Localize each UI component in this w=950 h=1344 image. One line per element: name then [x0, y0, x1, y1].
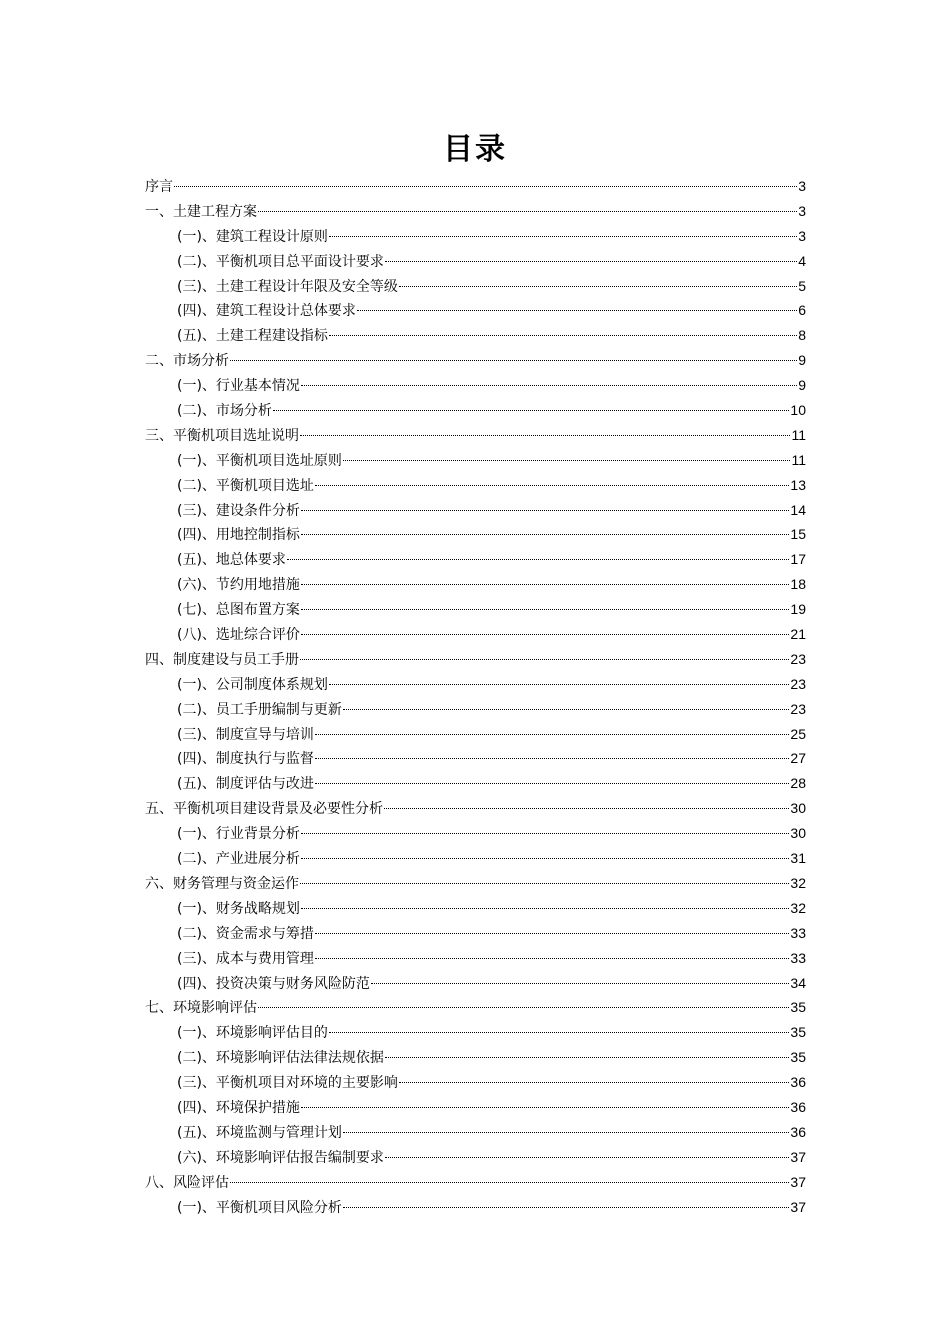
toc-entry-chapter[interactable]: [145, 199, 806, 224]
toc-page-number: 3: [798, 227, 806, 244]
toc-entry-chapter[interactable]: [145, 871, 806, 896]
toc-dot-leader: [315, 933, 789, 934]
toc-entry-section[interactable]: [145, 896, 806, 921]
toc-dot-leader: [343, 709, 789, 710]
toc-entry-title: (四)、环境保护措施: [177, 1099, 300, 1116]
toc-entry-section[interactable]: [145, 1145, 806, 1170]
toc-page-number: 10: [790, 402, 806, 419]
toc-page-number: 27: [790, 750, 806, 767]
toc-dot-leader: [384, 808, 789, 809]
toc-entry-chapter[interactable]: [145, 647, 806, 672]
toc-entry-title: (一)、行业基本情况: [177, 378, 300, 395]
toc-entry-title: (三)、制度宣导与培训: [177, 726, 314, 743]
toc-entry-section[interactable]: [145, 298, 806, 323]
toc-entry-section[interactable]: [145, 1020, 806, 1045]
toc-dot-leader: [343, 1207, 789, 1208]
toc-page-number: 36: [790, 1074, 806, 1091]
toc-dot-leader: [230, 360, 797, 361]
toc-page-number: 13: [790, 476, 806, 493]
toc-page-number: 21: [790, 626, 806, 643]
toc-dot-leader: [329, 236, 797, 237]
toc-page-number: 9: [798, 377, 806, 394]
toc-entry-title: (六)、节约用地措施: [177, 577, 300, 594]
toc-page-number: 14: [790, 501, 806, 518]
toc-entry-title: (六)、环境影响评估报告编制要求: [177, 1149, 384, 1166]
toc-page-number: 11: [791, 451, 806, 468]
toc-dot-leader: [300, 659, 789, 660]
toc-dot-leader: [385, 1057, 789, 1058]
toc-entry-title: (二)、资金需求与筹措: [177, 925, 314, 942]
toc-dot-leader: [273, 410, 789, 411]
toc-entry-title: (三)、平衡机项目对环境的主要影响: [177, 1075, 398, 1092]
toc-entry-section[interactable]: [145, 746, 806, 771]
toc-entry-title: (四)、制度执行与监督: [177, 751, 314, 768]
toc-entry-section[interactable]: [145, 921, 806, 946]
toc-dot-leader: [315, 485, 789, 486]
toc-entry-section[interactable]: [145, 672, 806, 697]
toc-page-number: 3: [798, 202, 806, 219]
toc-entry-title: (二)、环境影响评估法律法规依据: [177, 1050, 384, 1067]
toc-entry-section[interactable]: [145, 722, 806, 747]
toc-dot-leader: [343, 460, 791, 461]
toc-dot-leader: [230, 1182, 789, 1183]
toc-page-number: 35: [790, 1049, 806, 1066]
toc-entry-title: (一)、平衡机项目风险分析: [177, 1199, 342, 1216]
toc-entry-section[interactable]: [145, 473, 806, 498]
toc-entry-title: (五)、土建工程建设指标: [177, 328, 328, 345]
toc-entry-title: 六、财务管理与资金运作: [145, 875, 299, 892]
toc-entry-section[interactable]: [145, 448, 806, 473]
toc-page-number: 32: [790, 874, 806, 891]
toc-dot-leader: [315, 758, 789, 759]
toc-page-number: 11: [791, 426, 806, 443]
toc-entry-title: (三)、成本与费用管理: [177, 950, 314, 967]
toc-entry-title: (一)、公司制度体系规划: [177, 676, 328, 693]
toc-entry-title: 四、制度建设与员工手册: [145, 651, 299, 668]
toc-page-number: 19: [790, 601, 806, 618]
toc-page-number: 17: [790, 551, 806, 568]
toc-entry-section[interactable]: [145, 1120, 806, 1145]
toc-dot-leader: [301, 908, 789, 909]
toc-entry-section[interactable]: [145, 846, 806, 871]
toc-page-number: 9: [798, 352, 806, 369]
toc-page-number: 23: [790, 650, 806, 667]
toc-entry-title: 八、风险评估: [145, 1174, 229, 1191]
toc-entry-section[interactable]: [145, 821, 806, 846]
toc-dot-leader: [329, 1032, 789, 1033]
toc-dot-leader: [315, 958, 789, 959]
toc-dot-leader: [329, 335, 797, 336]
toc-page-number: 8: [798, 327, 806, 344]
toc-page-number: 23: [790, 675, 806, 692]
toc-page-number: 28: [790, 775, 806, 792]
toc-entry-section[interactable]: [145, 572, 806, 597]
toc-entry-title: (四)、建筑工程设计总体要求: [177, 303, 356, 320]
toc-entry-title: 五、平衡机项目建设背景及必要性分析: [145, 801, 383, 818]
toc-dot-leader: [301, 510, 789, 511]
toc-entry-title: (二)、员工手册编制与更新: [177, 701, 342, 718]
toc-page-number: 4: [798, 252, 806, 269]
toc-page-number: 32: [790, 899, 806, 916]
toc-entry-section[interactable]: [145, 946, 806, 971]
toc-page-number: 23: [790, 700, 806, 717]
toc-entry-title: (五)、制度评估与改进: [177, 776, 314, 793]
toc-dot-leader: [301, 385, 797, 386]
toc-entry-title: 七、环境影响评估: [145, 1000, 257, 1017]
toc-entry-section[interactable]: [145, 398, 806, 423]
toc-entry-title: (三)、土建工程设计年限及安全等级: [177, 278, 398, 295]
toc-dot-leader: [301, 1107, 789, 1108]
toc-dot-leader: [287, 559, 789, 560]
toc-entry-section[interactable]: [145, 697, 806, 722]
toc-entry-title: (二)、平衡机项目总平面设计要求: [177, 253, 384, 270]
toc-page-number: 3: [798, 178, 806, 194]
toc-dot-leader: [399, 1082, 789, 1083]
toc-dot-leader: [315, 783, 789, 784]
toc-dot-leader: [385, 261, 797, 262]
toc-entry-chapter[interactable]: [145, 174, 806, 199]
toc-entry-title: (二)、产业进展分析: [177, 851, 300, 868]
toc-entry-section[interactable]: [145, 771, 806, 796]
toc-entry-title: (八)、选址综合评价: [177, 627, 300, 644]
toc-page-number: 18: [790, 576, 806, 593]
toc-entry-chapter[interactable]: [145, 796, 806, 821]
toc-dot-leader: [301, 584, 789, 585]
toc-entry-section[interactable]: [145, 971, 806, 996]
toc-dot-leader: [315, 734, 789, 735]
table-of-contents: [145, 174, 806, 1219]
toc-entry-section[interactable]: [145, 522, 806, 547]
toc-entry-section[interactable]: [145, 1070, 806, 1095]
toc-dot-leader: [258, 1007, 789, 1008]
toc-dot-leader: [343, 1132, 789, 1133]
toc-dot-leader: [371, 983, 789, 984]
toc-entry-title: (一)、财务战略规划: [177, 900, 300, 917]
toc-entry-title: (三)、建设条件分析: [177, 502, 300, 519]
toc-page-number: 15: [790, 526, 806, 543]
toc-dot-leader: [300, 435, 790, 436]
page-title: 目录: [443, 132, 507, 167]
toc-entry-title: (二)、平衡机项目选址: [177, 477, 314, 494]
toc-dot-leader: [357, 310, 797, 311]
toc-page-number: 5: [798, 277, 806, 294]
toc-entry-title: 二、市场分析: [145, 353, 229, 370]
toc-page-number: 37: [790, 1148, 806, 1165]
toc-dot-leader: [301, 634, 789, 635]
toc-entry-title: (四)、用地控制指标: [177, 527, 300, 544]
toc-entry-section[interactable]: [145, 323, 806, 348]
toc-page-number: 36: [790, 1123, 806, 1140]
toc-entry-chapter[interactable]: [145, 423, 806, 448]
toc-entry-section[interactable]: [145, 373, 806, 398]
toc-entry-title: (一)、环境影响评估目的: [177, 1025, 328, 1042]
toc-entry-section[interactable]: [145, 1195, 806, 1220]
toc-page-number: 30: [790, 800, 806, 817]
toc-entry-title: (一)、行业背景分析: [177, 826, 300, 843]
toc-page-number: 37: [790, 1173, 806, 1190]
toc-dot-leader: [301, 858, 789, 859]
toc-page-number: 33: [790, 949, 806, 966]
toc-entry-title: (一)、建筑工程设计原则: [177, 228, 328, 245]
toc-dot-leader: [301, 833, 789, 834]
toc-dot-leader: [385, 1157, 789, 1158]
toc-entry-section[interactable]: [145, 274, 806, 299]
toc-dot-leader: [329, 684, 789, 685]
toc-entry-chapter[interactable]: [145, 1170, 806, 1195]
toc-entry-title: (二)、市场分析: [177, 403, 272, 420]
toc-page-number: 36: [790, 1098, 806, 1115]
toc-dot-leader: [301, 534, 789, 535]
toc-entry-title: (七)、总图布置方案: [177, 602, 300, 619]
toc-page-number: 31: [790, 850, 806, 867]
toc-page-number: 6: [798, 302, 806, 319]
toc-entry-title: 一、土建工程方案: [145, 203, 257, 220]
toc-page-number: 30: [790, 825, 806, 842]
toc-entry-section[interactable]: [145, 1095, 806, 1120]
toc-dot-leader: [301, 609, 789, 610]
toc-page-number: 25: [790, 725, 806, 742]
toc-entry-section[interactable]: [145, 224, 806, 249]
toc-entry-title: (五)、地总体要求: [177, 552, 286, 569]
toc-page-number: 37: [790, 1198, 806, 1215]
toc-entry-section[interactable]: [145, 1045, 806, 1070]
toc-dot-leader: [258, 211, 797, 212]
toc-page-number: 34: [790, 974, 806, 991]
toc-page-number: 33: [790, 924, 806, 941]
toc-entry-section[interactable]: [145, 597, 806, 622]
toc-entry-section[interactable]: [145, 249, 806, 274]
toc-entry-title: 三、平衡机项目选址说明: [145, 427, 299, 444]
toc-dot-leader: [300, 883, 789, 884]
toc-entry-chapter[interactable]: [145, 348, 806, 373]
toc-entry-chapter[interactable]: [145, 995, 806, 1020]
toc-entry-title: (四)、投资决策与财务风险防范: [177, 975, 370, 992]
toc-entry-title: (一)、平衡机项目选址原则: [177, 452, 342, 469]
toc-entry-section[interactable]: [145, 622, 806, 647]
toc-entry-title: 序言: [145, 179, 173, 195]
toc-dot-leader: [399, 286, 797, 287]
toc-page-number: 35: [790, 1024, 806, 1041]
toc-entry-section[interactable]: [145, 547, 806, 572]
toc-entry-section[interactable]: [145, 498, 806, 523]
toc-page-number: 35: [790, 999, 806, 1016]
toc-entry-title: (五)、环境监测与管理计划: [177, 1124, 342, 1141]
toc-dot-leader: [174, 186, 797, 187]
